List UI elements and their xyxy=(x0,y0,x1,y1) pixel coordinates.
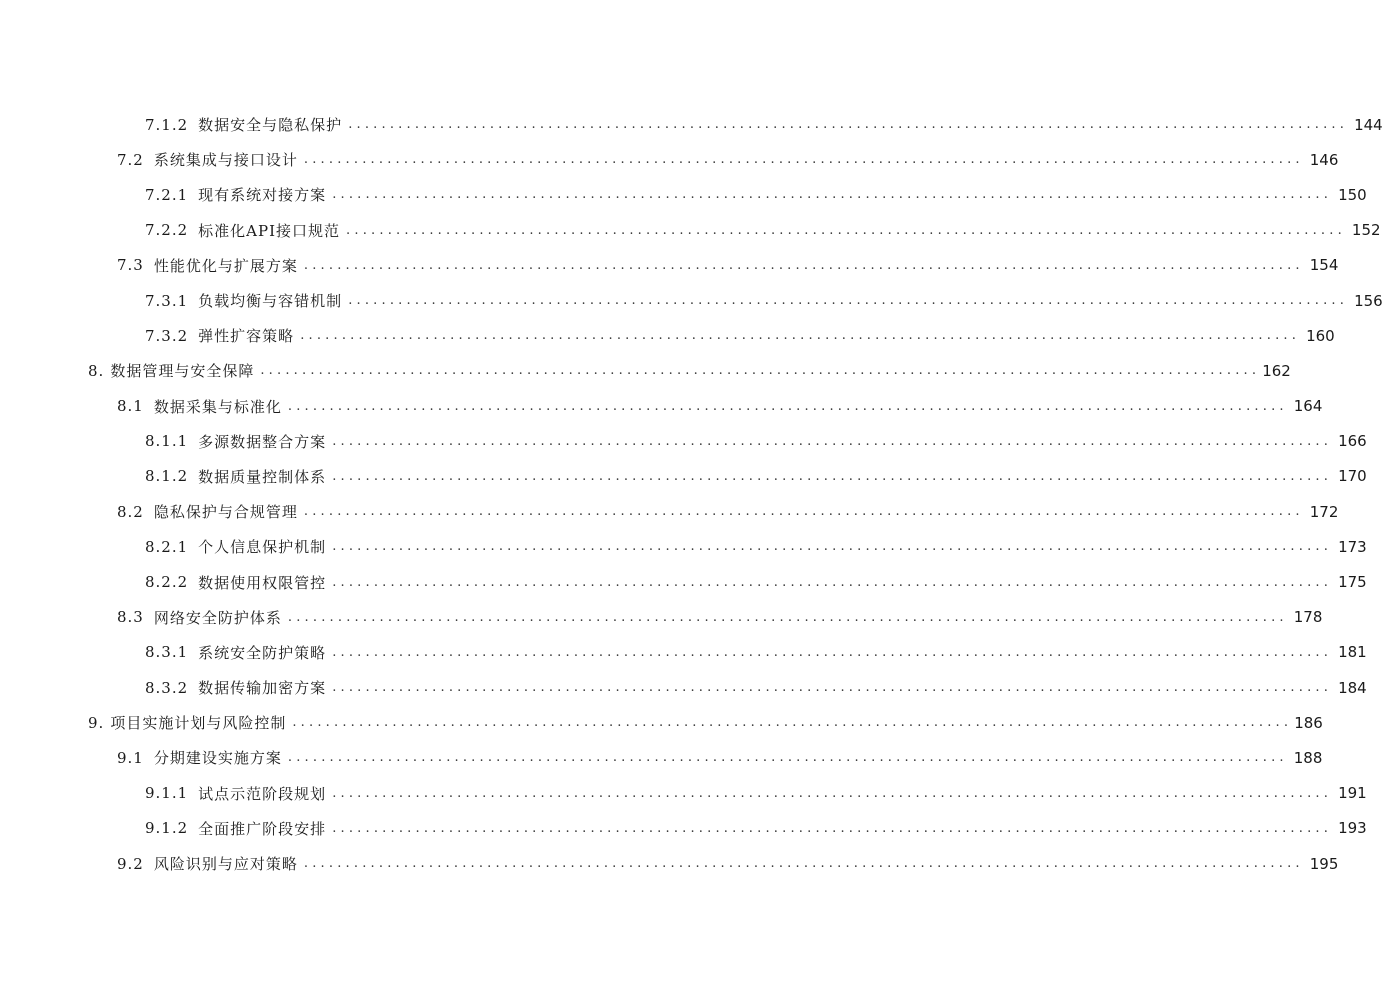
toc-entry-number: 9. xyxy=(88,713,105,732)
toc-entry-number: 7.3.2 xyxy=(145,326,189,345)
toc-entry[interactable] xyxy=(0,459,1367,494)
toc-entry[interactable] xyxy=(0,494,1339,529)
toc-entry[interactable] xyxy=(0,635,1367,670)
toc-entry[interactable] xyxy=(0,776,1367,811)
toc-entry-title: 数据使用权限管控 xyxy=(198,573,327,592)
toc-entry-number: 9.2 xyxy=(117,854,144,873)
toc-entry-number: 7.2.1 xyxy=(145,185,189,204)
toc-entry-number: 8.3 xyxy=(117,608,144,627)
toc-entry[interactable] xyxy=(0,670,1367,705)
toc-entry-title: 全面推广阶段安排 xyxy=(198,819,327,838)
toc-entry-title: 数据质量控制体系 xyxy=(198,467,327,486)
toc-dot-leader: ........................................................................................................................ xyxy=(303,257,1304,273)
toc-entry-number: 8.3.1 xyxy=(145,643,189,662)
toc-entry-title: 弹性扩容策略 xyxy=(198,327,295,346)
toc-entry[interactable] xyxy=(0,424,1367,459)
toc-entry-page-number: 152 xyxy=(1351,221,1381,240)
toc-dot-leader: ........................................................................................................................ xyxy=(332,644,1333,660)
table-of-contents xyxy=(0,107,1383,881)
toc-entry-page-number: 186 xyxy=(1294,713,1323,732)
toc-dot-leader: ........................................................................................................................ xyxy=(332,433,1333,449)
toc-entry-page-number: 170 xyxy=(1338,467,1367,486)
toc-entry-title: 分期建设实施方案 xyxy=(153,749,282,768)
toc-entry-title: 隐私保护与合规管理 xyxy=(153,503,298,522)
toc-entry-title: 系统集成与接口设计 xyxy=(153,151,298,170)
toc-entry-number: 8.3.2 xyxy=(145,678,189,697)
toc-entry-page-number: 195 xyxy=(1309,854,1339,873)
toc-entry-title: 网络安全防护体系 xyxy=(153,608,282,627)
toc-entry-number: 8.2.1 xyxy=(145,537,189,556)
toc-entry[interactable] xyxy=(0,248,1339,283)
toc-entry[interactable] xyxy=(0,318,1335,353)
toc-entry-title: 数据采集与标准化 xyxy=(153,397,282,416)
toc-entry-number: 9.1.2 xyxy=(145,819,189,838)
toc-entry-page-number: 178 xyxy=(1293,608,1323,627)
toc-entry-number: 8.1.1 xyxy=(145,432,189,451)
toc-entry-title: 项目实施计划与风险控制 xyxy=(110,714,287,733)
toc-dot-leader: ........................................................................................................................ xyxy=(332,574,1333,590)
toc-entry-number: 7.2 xyxy=(117,150,144,169)
toc-dot-leader: ........................................................................................................................ xyxy=(348,293,1349,309)
toc-entry-number: 8.1.2 xyxy=(145,467,189,486)
toc-entry-page-number: 162 xyxy=(1262,361,1291,380)
toc-entry-page-number: 175 xyxy=(1338,573,1367,592)
toc-entry[interactable] xyxy=(0,811,1367,846)
toc-entry-number: 8.1 xyxy=(117,397,144,416)
toc-entry-title: 数据安全与隐私保护 xyxy=(198,116,343,135)
toc-entry-number: 9.1.1 xyxy=(145,784,189,803)
toc-entry[interactable] xyxy=(0,740,1323,775)
toc-entry-number: 8. xyxy=(88,361,105,380)
toc-entry-title: 负载均衡与容错机制 xyxy=(198,292,343,311)
toc-entry-page-number: 144 xyxy=(1354,115,1383,134)
toc-entry[interactable] xyxy=(0,142,1339,177)
toc-entry-page-number: 150 xyxy=(1338,185,1367,204)
toc-entry-page-number: 156 xyxy=(1354,291,1383,310)
toc-entry-number: 8.2 xyxy=(117,502,144,521)
toc-dot-leader: ........................................................................................................................ xyxy=(332,539,1333,555)
toc-dot-leader: ........................................................................................................................ xyxy=(332,187,1333,203)
toc-dot-leader: ........................................................................................................................ xyxy=(348,117,1349,133)
toc-dot-leader: ........................................................................................................................ xyxy=(287,750,1288,766)
toc-entry[interactable] xyxy=(0,705,1323,740)
toc-entry-number: 7.2.2 xyxy=(145,221,189,240)
toc-entry-page-number: 173 xyxy=(1338,537,1367,556)
toc-entry-title: 数据传输加密方案 xyxy=(198,679,327,698)
toc-entry-page-number: 154 xyxy=(1309,256,1339,275)
toc-entry-title: 风险识别与应对策略 xyxy=(153,855,298,874)
toc-entry[interactable] xyxy=(0,529,1367,564)
toc-entry-number: 7.3.1 xyxy=(145,291,189,310)
toc-entry[interactable] xyxy=(0,564,1367,599)
toc-entry-page-number: 166 xyxy=(1338,432,1367,451)
toc-entry-page-number: 184 xyxy=(1338,678,1367,697)
toc-entry-title: 性能优化与扩展方案 xyxy=(153,256,298,275)
toc-dot-leader: ........................................................................................................................ xyxy=(332,785,1333,801)
toc-entry-page-number: 181 xyxy=(1338,643,1367,662)
toc-entry[interactable] xyxy=(0,177,1367,212)
toc-entry-number: 9.1 xyxy=(117,748,144,767)
toc-dot-leader: ........................................................................................................................ xyxy=(303,152,1304,168)
toc-entry-title: 数据管理与安全保障 xyxy=(110,362,255,381)
toc-entry-title: 个人信息保护机制 xyxy=(198,538,327,557)
toc-dot-leader: ........................................................................................................................ xyxy=(303,504,1304,520)
toc-entry[interactable] xyxy=(0,283,1383,318)
toc-entry[interactable] xyxy=(0,213,1381,248)
toc-entry[interactable] xyxy=(0,389,1323,424)
toc-dot-leader: ........................................................................................................................ xyxy=(287,398,1288,414)
toc-entry[interactable] xyxy=(0,107,1383,142)
toc-entry-title: 试点示范阶段规划 xyxy=(198,784,327,803)
toc-entry[interactable] xyxy=(0,846,1339,881)
toc-entry-page-number: 193 xyxy=(1338,819,1367,838)
toc-entry-page-number: 191 xyxy=(1338,784,1367,803)
toc-entry-title: 系统安全防护策略 xyxy=(198,643,327,662)
toc-entry-title: 多源数据整合方案 xyxy=(198,432,327,451)
toc-dot-leader: ........................................................................................................................ xyxy=(332,468,1333,484)
toc-entry-page-number: 172 xyxy=(1309,502,1339,521)
toc-dot-leader: ........................................................................................................................ xyxy=(332,820,1333,836)
toc-entry-number: 8.2.2 xyxy=(145,573,189,592)
toc-entry-page-number: 188 xyxy=(1293,748,1323,767)
toc-dot-leader: ........................................................................................................................ xyxy=(260,363,1261,379)
toc-entry-number: 7.3 xyxy=(117,256,144,275)
toc-entry-page-number: 146 xyxy=(1309,150,1339,169)
toc-entry-title: 现有系统对接方案 xyxy=(198,186,327,205)
toc-entry-title: 标准化API接口规范 xyxy=(198,221,341,240)
toc-entry[interactable] xyxy=(0,600,1323,635)
toc-dot-leader: ........................................................................................................................ xyxy=(300,328,1301,344)
toc-entry-page-number: 164 xyxy=(1293,397,1323,416)
toc-entry-page-number: 160 xyxy=(1306,326,1335,345)
toc-entry-number: 7.1.2 xyxy=(145,115,189,134)
toc-dot-leader: ........................................................................................................................ xyxy=(292,715,1293,731)
toc-dot-leader: ........................................................................................................................ xyxy=(287,609,1288,625)
toc-dot-leader: ........................................................................................................................ xyxy=(332,680,1333,696)
toc-entry[interactable] xyxy=(0,353,1291,388)
toc-dot-leader: ........................................................................................................................ xyxy=(346,222,1346,238)
toc-dot-leader: ........................................................................................................................ xyxy=(303,856,1304,872)
